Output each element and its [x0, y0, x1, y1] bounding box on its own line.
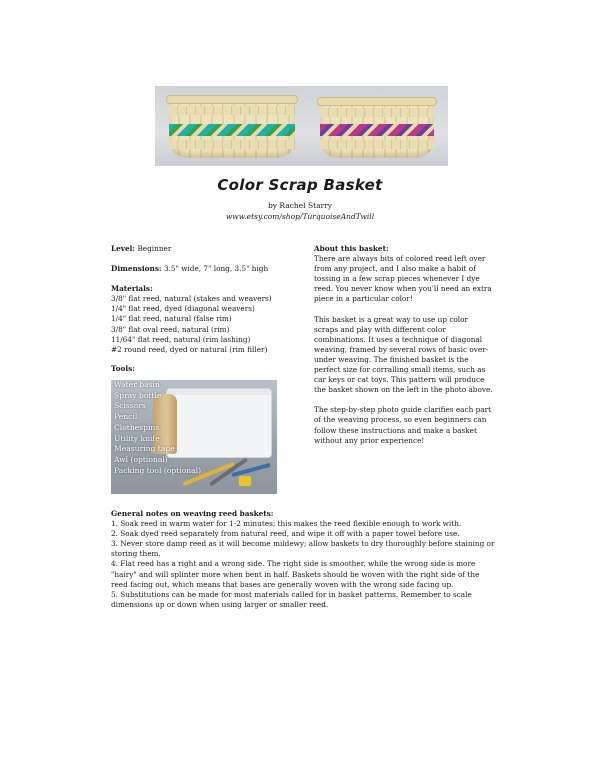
- dimensions-line: [111, 264, 296, 274]
- list-item: 3/8" flat oval reed, natural (rim): [111, 324, 230, 334]
- list-item: 4. Flat reed has a right and a wrong side. The right side is smoother, while the wrong side is more "hairy" and will splinter more when bent in half. Baskets should be woven with the right side of the reed facing out, which means that bases are generally woven with the wrong side facing up.: [111, 559, 480, 589]
- tools-photo: [111, 380, 277, 494]
- list-item: 1. Soak reed in warm water for 1-2 minutes; this makes the reed flexible enough to work with.: [111, 519, 462, 529]
- level-value: Beginner: [135, 244, 172, 253]
- list-item: 2. Soak dyed reed separately from natural reed, and wipe it off with a paper towel before use.: [111, 529, 460, 539]
- list-item: #2 round reed, dyed or natural (rim filler): [111, 344, 268, 354]
- list-item: Utility knife: [114, 433, 160, 443]
- tape-image: [239, 476, 251, 486]
- list-item: 1/4" flat reed, dyed (diagonal weavers): [111, 304, 255, 314]
- dimensions-value: 3.5" wide, 7" long, 3.5" high: [161, 264, 269, 274]
- materials-heading: Materials:: [111, 284, 153, 294]
- list-item: 1/4" flat reed, natural (false rim): [111, 314, 232, 324]
- about-paragraph: There are always bits of colored reed left over from any project, and I also make a habit of tossing in a few scrap pieces whenever I dye reed. You never know when you'll need an extra piece in a particular color!: [314, 254, 492, 304]
- basket-right: [320, 100, 434, 158]
- list-item: Packing tool (optional): [114, 465, 202, 475]
- hero-basket-photo: [155, 86, 448, 166]
- turquoise-diagonal-band: [169, 124, 295, 136]
- tools-list: [114, 380, 201, 476]
- general-notes: [111, 509, 496, 610]
- left-column: [111, 244, 296, 374]
- about-heading: About this basket:: [314, 244, 389, 253]
- list-item: Spray bottle: [114, 390, 162, 400]
- list-item: Awl (optional): [114, 454, 168, 464]
- magenta-diagonal-band: [320, 124, 434, 136]
- dimensions-label: Dimensions:: [111, 264, 162, 274]
- about-paragraph: This basket is a great way to use up color scraps and play with different color combinations. It uses a technique of diagonal weaving, framed by several rows of basic over-under weaving. The finished basket is the perfect size for corralling small items, such as car keys or cat toys. This pattern will produce the basket shown on the left in the photo above.: [314, 314, 493, 395]
- list-item: Clothespins: [114, 422, 160, 432]
- list-item: 3. Never store damp reed as it will become mildewy; allow baskets to dry thoroughly before staining or storing them.: [111, 539, 495, 559]
- tools-heading: Tools:: [111, 363, 135, 373]
- level-label: Level:: [111, 244, 136, 253]
- byline: [0, 200, 600, 222]
- shop-url[interactable]: www.etsy.com/shop/TurquoiseAndTwill: [225, 212, 375, 221]
- right-column: [314, 244, 494, 446]
- list-item: 11/64" flat reed, natural (rim lashing): [111, 334, 251, 344]
- level-line: [111, 244, 296, 254]
- notes-heading: General notes on weaving reed baskets:: [111, 509, 274, 518]
- page-title: Color Scrap Basket: [217, 176, 383, 194]
- basket-left: [169, 98, 295, 158]
- materials-list: [111, 294, 296, 355]
- list-item: Scissors: [114, 401, 146, 411]
- list-item: Pencil: [114, 412, 138, 422]
- about-paragraph: The step-by-step photo guide clarifies each part of the weaving process, so even beginners can follow these instructions and make a basket without any prior experience!: [314, 405, 492, 445]
- list-item: 3/8" flat reed, natural (stakes and weavers): [111, 294, 272, 304]
- list-item: Measuring tape: [114, 444, 175, 454]
- list-item: Water basin: [114, 380, 160, 389]
- author: by Rachel Starry: [268, 201, 332, 210]
- list-item: 5. Substitutions can be made for most materials called for in basket patterns. Remember to scale dimensions up or down when using larger or smaller reed.: [111, 589, 472, 609]
